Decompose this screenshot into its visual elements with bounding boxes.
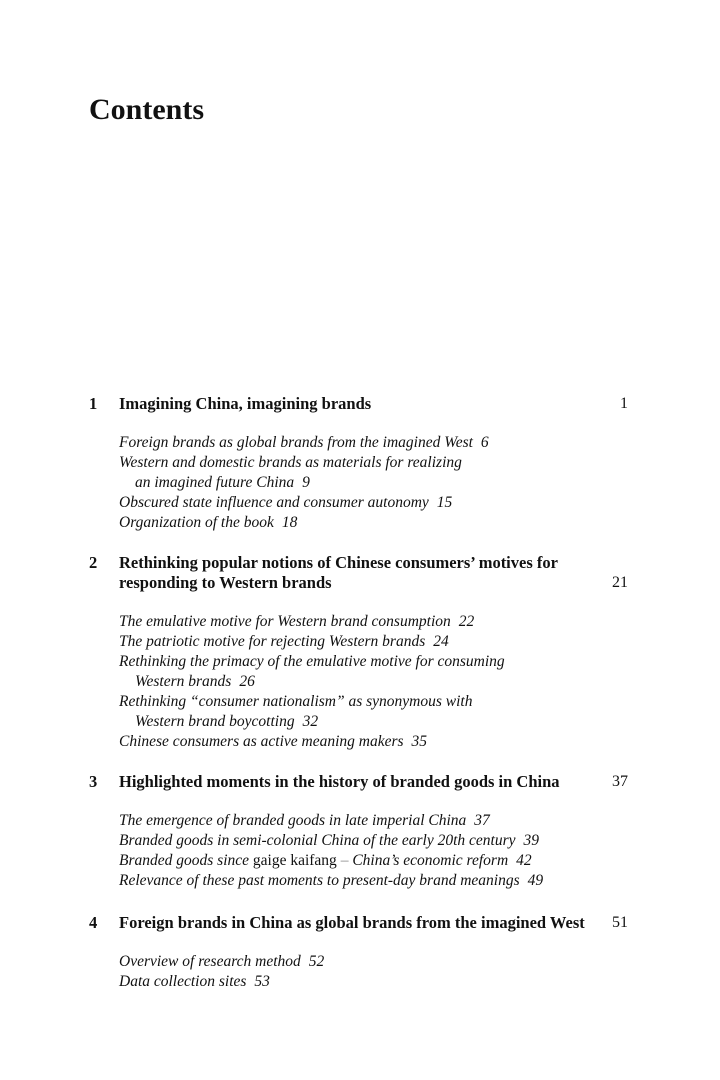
section-page-number: 52 — [308, 953, 325, 970]
chapter-number: 1 — [89, 394, 98, 413]
chapter-number: 3 — [89, 772, 98, 791]
chapter-page-number: 1 — [620, 395, 628, 412]
chapter-title: Highlighted moments in the history of branded goods in China — [119, 772, 560, 791]
section-title: The patriotic motive for rejecting Western brands — [119, 633, 426, 650]
chapter-heading — [0, 772, 720, 792]
toc-section-continued[interactable] — [0, 473, 720, 493]
toc-section-continued[interactable] — [0, 672, 720, 692]
chapter-heading — [0, 394, 720, 414]
section-title: Chinese consumers as active meaning makers — [119, 733, 404, 750]
toc-section[interactable] — [0, 612, 720, 632]
chapter-title: Rethinking popular notions of Chinese consumers’ motives for — [119, 553, 558, 572]
section-page-number: 6 — [480, 434, 489, 451]
section-list — [0, 811, 720, 891]
toc-section[interactable] — [0, 632, 720, 652]
chapter-number: 2 — [89, 553, 98, 572]
section-title: Branded goods since — [119, 852, 250, 869]
toc-section[interactable] — [0, 652, 720, 672]
section-page-number: 22 — [458, 613, 475, 630]
toc-section[interactable] — [0, 952, 720, 972]
section-title: Rethinking “consumer nationalism” as synonymous with — [119, 693, 473, 710]
section-page-number: 18 — [281, 514, 298, 531]
section-list — [0, 612, 720, 752]
section-title: Branded goods in semi-colonial China of the early 20th century — [119, 832, 516, 849]
toc-section[interactable] — [0, 732, 720, 752]
section-title-continued: an imagined future China — [135, 474, 295, 491]
section-title: Obscured state influence and consumer autonomy — [119, 494, 429, 511]
section-page-number: 32 — [302, 713, 319, 730]
section-title: Foreign brands as global brands from the imagined West — [119, 434, 473, 451]
section-page-number: 24 — [433, 633, 449, 650]
section-title-roman-term: gaige kaifang — [252, 852, 337, 869]
toc-section[interactable] — [0, 871, 720, 891]
section-page-number: 49 — [527, 872, 544, 889]
section-title: The emergence of branded goods in late imperial China — [119, 812, 467, 829]
section-title: The emulative motive for Western brand consumption — [119, 613, 451, 630]
toc-section[interactable] — [0, 972, 720, 992]
section-title-continued: Western brand boycotting — [135, 713, 295, 730]
contents-heading: Contents — [89, 93, 205, 126]
chapter-heading-continued — [0, 573, 720, 593]
section-page-number: 53 — [254, 973, 270, 990]
chapter-page-number: 37 — [612, 773, 628, 790]
section-title-dash: – — [340, 852, 349, 869]
toc-section-continued[interactable] — [0, 712, 720, 732]
toc-section[interactable] — [0, 453, 720, 473]
section-title: Overview of research method — [119, 953, 301, 970]
section-title: Data collection sites — [119, 973, 247, 990]
toc-section[interactable] — [0, 513, 720, 533]
toc-section[interactable] — [0, 851, 720, 871]
toc-section[interactable] — [0, 811, 720, 831]
section-page-number: 35 — [411, 733, 428, 750]
section-title-tail: China’s economic reform — [352, 852, 509, 869]
toc-section[interactable] — [0, 831, 720, 851]
toc-chapter-2[interactable] — [0, 553, 720, 752]
chapter-title: Foreign brands in China as global brands from the imagined West — [119, 913, 585, 932]
section-page-number: 42 — [516, 852, 532, 869]
chapter-page-number: 51 — [612, 914, 628, 931]
section-page-number: 26 — [239, 673, 255, 690]
section-title-continued: Western brands — [135, 673, 232, 690]
toc-chapter-4[interactable] — [0, 913, 720, 992]
chapter-title: Imagining China, imagining brands — [119, 394, 372, 413]
toc-chapter-1[interactable] — [0, 394, 720, 533]
chapter-heading — [0, 913, 720, 933]
section-page-number: 15 — [436, 494, 453, 511]
chapter-page-number: 21 — [612, 574, 628, 591]
section-title: Relevance of these past moments to present-day brand meanings — [119, 872, 520, 889]
chapter-heading — [0, 553, 720, 573]
toc-section[interactable] — [0, 692, 720, 712]
section-page-number: 39 — [523, 832, 539, 849]
section-page-number: 37 — [474, 812, 490, 829]
toc-section[interactable] — [0, 493, 720, 513]
section-title: Rethinking the primacy of the emulative motive for consuming — [119, 653, 505, 670]
section-list — [0, 952, 720, 992]
toc-section[interactable] — [0, 433, 720, 453]
section-page-number: 9 — [302, 474, 310, 491]
section-title: Western and domestic brands as materials for realizing — [119, 454, 462, 471]
chapter-title-continued: responding to Western brands — [119, 573, 332, 592]
toc-chapter-3[interactable] — [0, 772, 720, 891]
chapter-number: 4 — [89, 913, 98, 932]
section-title: Organization of the book — [119, 514, 274, 531]
section-list — [0, 433, 720, 533]
